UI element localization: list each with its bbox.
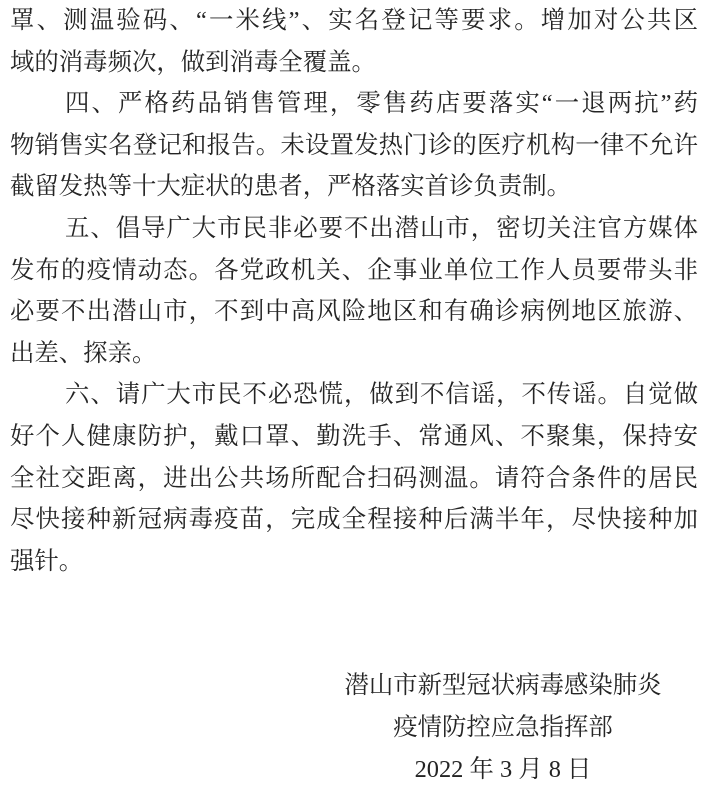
text-line: 五、倡导广大市民非必要不出潜山市，密切关注官方媒体: [65, 214, 698, 242]
paragraph-item-six: [10, 374, 698, 582]
text-line: 全社交距离，进出公共场所配合扫码测温。请符合条件的居民: [10, 464, 698, 492]
text-line: 出差、探亲。: [10, 339, 157, 367]
text-line: 六、请广大市民不必恐慌，做到不信谣，不传谣。自觉做: [65, 381, 698, 409]
text-line: 好个人健康防护，戴口罩、勤洗手、常通风、不聚集，保持安: [10, 422, 698, 450]
signature-org-line-1: 潜山市新型冠状病毒感染肺炎: [344, 672, 662, 700]
text-line: 强针。: [10, 547, 84, 575]
text-line: 尽快接种新冠病毒疫苗，完成全程接种后满半年，尽快接种加: [10, 506, 698, 534]
text-line: 域的消毒频次，做到消毒全覆盖。: [10, 48, 376, 76]
text-line: 四、严格药品销售管理，零售药店要落实“一退两抗”药: [65, 90, 698, 118]
signature-date: 2022 年 3 月 8 日: [414, 755, 592, 783]
text-line: 罩、测温验码、“一米线”、实名登记等要求。增加对公共区: [10, 7, 698, 34]
signature-org-line-2: 疫情防控应急指挥部: [393, 713, 613, 741]
text-line: 物销售实名登记和报告。未设置发热门诊的医疗机构一律不允许: [10, 131, 698, 159]
document-body: [10, 0, 698, 582]
paragraph-item-four: [10, 83, 698, 208]
signature-block: [338, 665, 668, 790]
paragraph-continuation: [10, 0, 698, 83]
text-line: 必要不出潜山市，不到中高风险地区和有确诊病例地区旅游、: [10, 298, 698, 326]
text-line: 发布的疫情动态。各党政机关、企事业单位工作人员要带头非: [10, 256, 698, 284]
paragraph-item-five: [10, 208, 698, 374]
text-line: 截留发热等十大症状的患者，严格落实首诊负责制。: [10, 173, 571, 201]
